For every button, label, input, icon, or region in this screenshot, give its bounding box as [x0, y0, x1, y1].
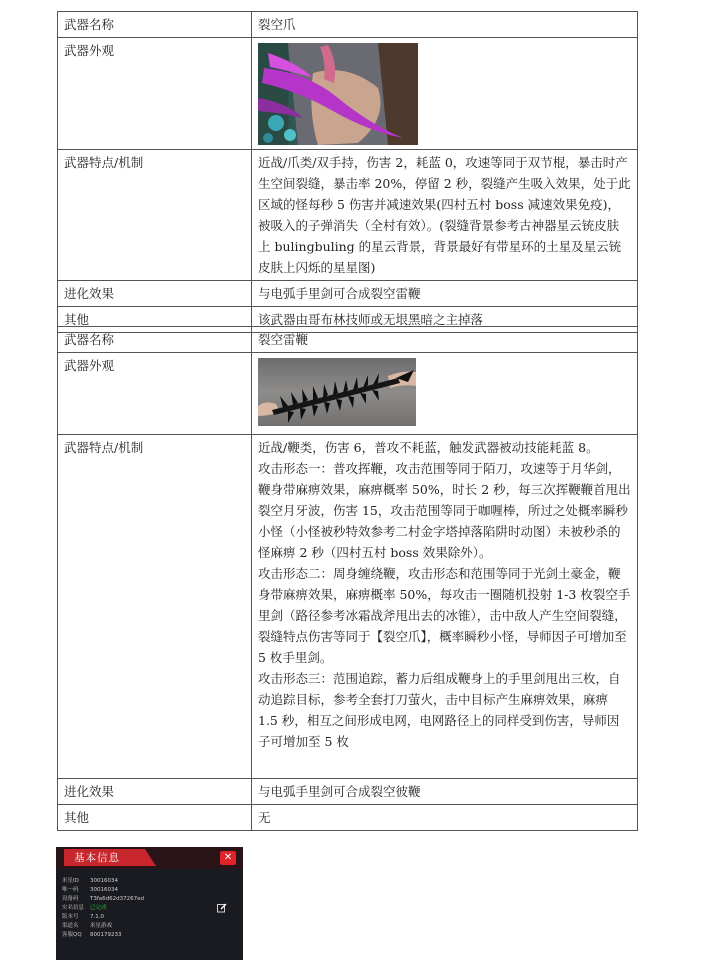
- info-key: 渠道名: [62, 923, 79, 929]
- feature-paragraph: 攻击形态二：周身缠绕鞭，攻击形态和范围等同于光剑土豪金，鞭身带麻痹效果，麻痹概率 50%，每攻击一圈随机投射 1-3 枚裂空手里剑（路径参考冰霜战斧甩出去的冰锥），击中敌人产生空间裂缝，裂缝特点伤害等同于【裂空爪】，概率瞬秒小怪，导师因子可增加至 5 枚手里剑。: [258, 566, 631, 665]
- name-value: 裂空爪: [252, 12, 638, 38]
- look-label: 武器外观: [58, 38, 252, 150]
- look-cell: [252, 353, 638, 435]
- info-value: 30016034: [90, 878, 118, 884]
- feature-text: 近战/爪类/双手持，伤害 2，耗蓝 0，攻速等同于双节棍，暴击时产生空间裂缝，暴击率 20%，停留 2 秒，裂缝产生吸入效果，处于此区域的怪每秒 5 伤害并减速效果(四村五村 boss 减速效果免疫)，被吸入的子弹消失（全村有效）。(裂缝背景参考古神器星云铳皮肤上 bulingbuling 的星云背景，背景最好有带星环的土星及星云铳皮肤上闪烁的星星图): [252, 150, 638, 281]
- name-label: 武器名称: [58, 327, 252, 353]
- look-label: 武器外观: [58, 353, 252, 435]
- info-value: 已完成: [90, 905, 107, 911]
- info-row-device: [62, 895, 144, 903]
- info-row-realname: [62, 904, 107, 912]
- feature-label: 武器特点/机制: [58, 150, 252, 281]
- evolve-label: 进化效果: [58, 779, 252, 805]
- feature-label: 武器特点/机制: [58, 435, 252, 779]
- feature-paragraph: 攻击形态三：范围追踪，蓄力后组成鞭身上的手里剑甩出三枚，自动追踪目标，参考全套打刀萤火，击中目标产生麻痹效果，麻痹 1.5 秒，相互之间形成电网，电网路径上的同样受到伤害，导师因子可增加至 5 枚: [258, 671, 621, 749]
- info-key: 实名信息: [62, 905, 85, 911]
- edit-icon[interactable]: [217, 903, 227, 913]
- weapon-table-1: [57, 11, 638, 333]
- evolve-label: 进化效果: [58, 281, 252, 307]
- info-value: 800179233: [90, 932, 122, 938]
- evolve-value: 与电弧手里剑可合成裂空雷鞭: [252, 281, 638, 307]
- info-row-version: [62, 913, 104, 921]
- panel-title: 基本信息: [74, 852, 120, 864]
- info-key: 客服QQ: [62, 932, 82, 938]
- info-row-qq: [62, 931, 122, 939]
- other-value: 无: [252, 805, 638, 831]
- name-value: 裂空雷鞭: [252, 327, 638, 353]
- evolve-value: 与电弧手里剑可合成裂空彼鞭: [252, 779, 638, 805]
- panel-header: [56, 847, 243, 869]
- info-value: 米星游戏: [90, 923, 113, 929]
- info-key: 米星ID: [62, 878, 79, 884]
- info-value: 30016034: [90, 887, 118, 893]
- info-row-code: [62, 886, 118, 894]
- look-cell: [252, 38, 638, 150]
- other-label: 其他: [58, 307, 252, 333]
- weapon-table-2: [57, 326, 638, 831]
- other-label: 其他: [58, 805, 252, 831]
- info-key: 唯一码: [62, 887, 79, 893]
- basic-info-panel: [56, 847, 243, 960]
- feature-text: [252, 435, 638, 779]
- info-row-channel: [62, 922, 112, 930]
- feature-paragraph: 攻击形态一：普攻挥鞭，攻击范围等同于陌刀，攻速等于月华剑，鞭身带麻痹效果，麻痹概率 50%，时长 2 秒，每三次挥鞭鞭首甩出裂空月牙波，伤害 15，攻击范围等同于咖喱棒，所过之处概率瞬秒小怪（小怪被秒特效参考二村金字塔掉落陷阱时动图）未被秒杀的怪麻痹 2 秒（四村五村 boss 效果除外）。: [258, 461, 631, 560]
- feature-paragraph: 近战/鞭类，伤害 6，普攻不耗蓝，触发武器被动技能耗蓝 8。: [258, 440, 599, 455]
- info-value: 7.1.0: [90, 914, 104, 920]
- close-icon[interactable]: ✕: [220, 851, 236, 865]
- info-value: T3fa6d62d37267ed: [90, 896, 145, 902]
- claw-weapon-image: [258, 43, 418, 145]
- info-key: 版本号: [62, 914, 79, 920]
- info-row-id: [62, 877, 118, 885]
- whip-weapon-image: [258, 358, 416, 426]
- name-label: 武器名称: [58, 12, 252, 38]
- other-value: 该武器由哥布林技师或无垠黑暗之主掉落: [252, 307, 638, 333]
- info-key: 设备码: [62, 896, 79, 902]
